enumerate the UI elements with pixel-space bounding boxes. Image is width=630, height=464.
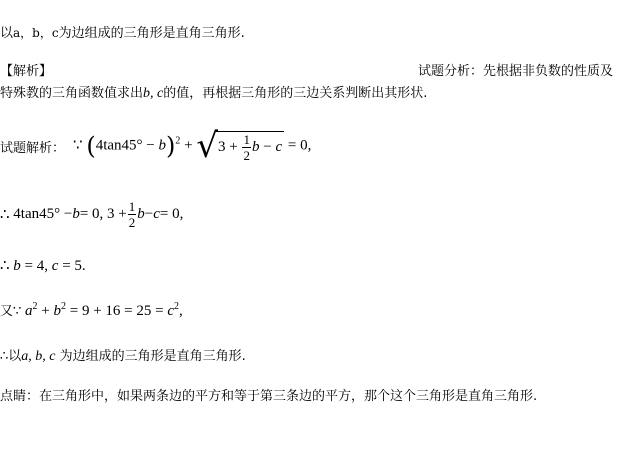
radicand-var-c: c [275, 138, 283, 155]
comment-text: 在三角形中，如果两条边的平方和等于第三条边的平方，那个这个三角形是直角三角形. [39, 389, 538, 404]
eq2-var-b2: b [137, 205, 145, 222]
question-prefix: 以 [0, 26, 14, 41]
eq4-square-c: 2 [174, 301, 180, 312]
hint-text-2a: 特殊教的三角函数值求出 [0, 86, 144, 101]
therefore-symbol-1: ∴ [0, 206, 10, 223]
radical-sign: √ [196, 126, 218, 166]
solution-eq4 [0, 300, 183, 320]
solution-conclusion [0, 345, 246, 365]
eq2-var-b: b [72, 205, 80, 222]
eq2-fraction-denominator: 2 [128, 214, 136, 230]
eq1-plus: + [180, 137, 197, 154]
eq1-square: 2 [175, 135, 181, 147]
eq4-plus: + [37, 303, 54, 319]
solution-label: 试题解析： [0, 140, 66, 156]
eq2-fraction-half [128, 200, 137, 229]
question-suffix: 为边组成的三角形是直角三角形. [58, 26, 245, 41]
eq3-end: = 5. [58, 258, 86, 274]
fraction-half [242, 133, 251, 162]
eq4-var-b: b [53, 303, 61, 319]
radicand-pre: 3 + [218, 138, 242, 155]
analysis-hint-line1 [418, 60, 613, 79]
analysis-hint-line2 [0, 82, 427, 102]
eq2-middle: = 0, 3 + [79, 205, 127, 222]
eq1-end: = 0, [284, 137, 312, 154]
eq1-inner: 4tan45° − [95, 137, 159, 154]
hint-vars: b, c [143, 86, 164, 101]
eq1-left-paren: ( [86, 132, 96, 160]
conclusion-vars: a, b, c [21, 349, 56, 364]
eq4-end: , [179, 303, 183, 319]
eq1-var-b: b [158, 137, 166, 154]
eq2-part-a: 4tan45° − [13, 205, 73, 222]
sqrt-expression [196, 126, 284, 166]
eq4-middle: = 9 + 16 = 25 = [66, 303, 168, 319]
fraction-denominator: 2 [243, 147, 250, 163]
solution-eq1 [0, 128, 311, 164]
therefore-symbol-2: ∴ [0, 258, 10, 274]
radicand [216, 131, 284, 162]
eq3-var-b: b [13, 258, 21, 274]
eq4-prefix: 又∵ [0, 304, 22, 319]
hint-label: 试题分析： [418, 64, 484, 79]
solution-eq2 [0, 194, 183, 234]
eq1-right-paren: ) [165, 132, 176, 160]
comment-label: 点睛： [0, 389, 40, 404]
hint-text-1: 先根据非负数的性质及 [483, 64, 614, 79]
eq3-var-c: c [51, 258, 59, 274]
question-text [0, 22, 245, 41]
hint-text-2b: 的值，再根据三角形的三边关系判断出其形状. [163, 86, 428, 101]
eq2-fraction-numerator: 1 [128, 198, 136, 214]
comment-line [0, 385, 537, 404]
eq2-minus: − [144, 205, 154, 222]
solution-eq3 [0, 256, 86, 275]
because-symbol: ∵ [73, 137, 83, 154]
fraction-numerator: 1 [243, 131, 250, 147]
question-vars: a，b，c [13, 26, 59, 40]
radicand-var-b: b [251, 138, 260, 155]
conclusion-prefix: ∴以 [0, 349, 22, 364]
eq3-middle: = 4, [20, 258, 52, 274]
eq4-square-b: 2 [61, 301, 66, 312]
eq4-var-c: c [167, 303, 175, 319]
eq2-var-c: c [153, 205, 160, 222]
eq2-end: = 0, [159, 205, 184, 222]
eq1-math [73, 126, 312, 166]
radicand-minus: − [259, 138, 276, 155]
analysis-heading: 【解析】 [0, 64, 53, 79]
eq4-square-a: 2 [32, 301, 38, 312]
conclusion-suffix: 为边组成的三角形是直角三角形. [55, 349, 246, 364]
eq4-var-a: a [25, 303, 33, 319]
